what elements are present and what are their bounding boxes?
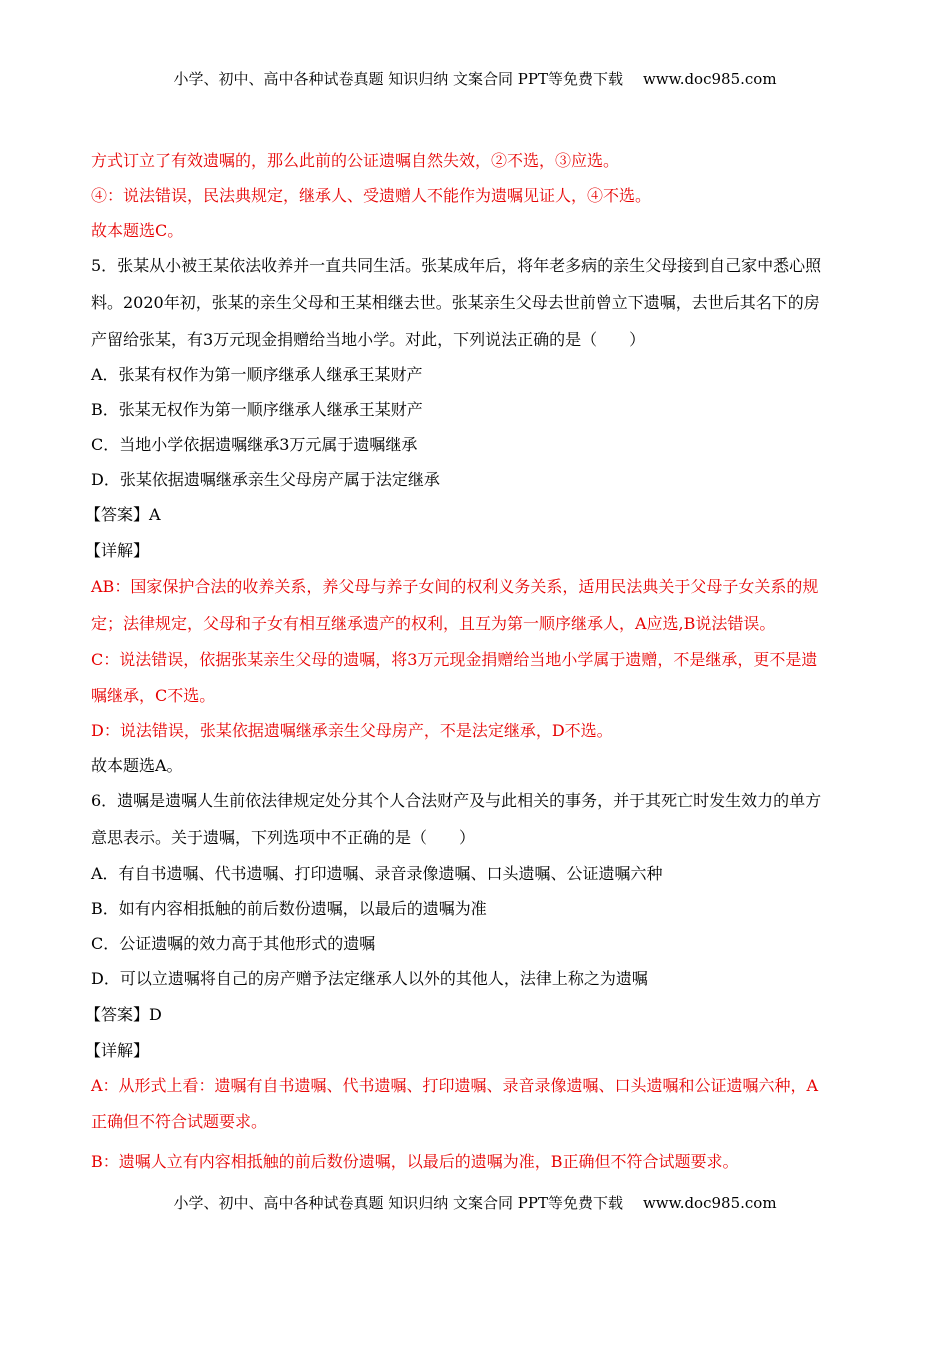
text-line: D．可以立遗嘱将自己的房产赠予法定继承人以外的其他人，法律上称之为遗嘱 bbox=[91, 969, 648, 988]
text-line: B．张某无权作为第一顺序继承人继承王某财产 bbox=[91, 400, 423, 419]
text-line: C：说法错误，依据张某亲生父母的遗嘱，将3万元现金捐赠给当地小学属于遗赠，不是继承，更不是遗 bbox=[91, 650, 818, 669]
text-line: 【详解】 bbox=[85, 1041, 150, 1060]
text-line: 5．张某从小被王某依法收养并一直共同生活。张某成年后，将年老多病的亲生父母接到自己家中悉心照 bbox=[91, 256, 822, 275]
text-line: 嘱继承，C不选。 bbox=[91, 686, 216, 705]
text-line: 【详解】 bbox=[85, 541, 150, 560]
text-line: A．有自书遗嘱、代书遗嘱、打印遗嘱、录音录像遗嘱、口头遗嘱、公证遗嘱六种 bbox=[91, 864, 663, 883]
text-line: 意思表示。关于遗嘱，下列选项中不正确的是（ ） bbox=[91, 828, 476, 847]
text-line: 正确但不符合试题要求。 bbox=[91, 1112, 268, 1131]
header-text: 小学、初中、高中各种试卷真题 知识归纳 文案合同 PPT等免费下载 bbox=[173, 70, 623, 88]
page-header bbox=[0, 68, 950, 89]
text-line: 6．遗嘱是遗嘱人生前依法律规定处分其个人合法财产及与此相关的事务，并于其死亡时发生效力的单方 bbox=[91, 791, 822, 810]
text-line: 故本题选A。 bbox=[91, 756, 183, 775]
text-line: 料。2020年初，张某的亲生父母和王某相继去世。张某亲生父母去世前曾立下遗嘱，去世后其名下的房 bbox=[91, 293, 820, 312]
footer-text: 小学、初中、高中各种试卷真题 知识归纳 文案合同 PPT等免费下载 bbox=[173, 1194, 623, 1212]
text-line: A：从形式上看：遗嘱有自书遗嘱、代书遗嘱、打印遗嘱、录音录像遗嘱、口头遗嘱和公证遗嘱六种，A bbox=[91, 1076, 819, 1095]
text-line: D．张某依据遗嘱继承亲生父母房产属于法定继承 bbox=[91, 470, 440, 489]
text-line: 方式订立了有效遗嘱的，那么此前的公证遗嘱自然失效，②不选，③应选。 bbox=[91, 151, 620, 170]
footer-url[interactable]: www.doc985.com bbox=[642, 1194, 777, 1212]
text-line: C．公证遗嘱的效力高于其他形式的遗嘱 bbox=[91, 934, 376, 953]
text-line: 【答案】D bbox=[85, 1005, 162, 1024]
text-line: B．如有内容相抵触的前后数份遗嘱，以最后的遗嘱为准 bbox=[91, 899, 487, 918]
text-line: D：说法错误，张某依据遗嘱继承亲生父母房产，不是法定继承，D不选。 bbox=[91, 721, 613, 740]
text-line: AB：国家保护合法的收养关系，养父母与养子女间的权利义务关系，适用民法典关于父母子女关系的规 bbox=[91, 577, 819, 596]
page-footer bbox=[0, 1192, 950, 1213]
header-url[interactable]: www.doc985.com bbox=[642, 70, 777, 88]
text-line: A．张某有权作为第一顺序继承人继承王某财产 bbox=[91, 365, 423, 384]
text-line: 【答案】A bbox=[85, 505, 161, 524]
text-line: 定；法律规定，父母和子女有相互继承遗产的权利，且互为第一顺序继承人，A应选,B说法错误。 bbox=[91, 614, 776, 633]
text-line: ④：说法错误，民法典规定，继承人、受遗赠人不能作为遗嘱见证人，④不选。 bbox=[91, 186, 652, 205]
text-line: C．当地小学依据遗嘱继承3万元属于遗嘱继承 bbox=[91, 435, 418, 454]
text-line: 产留给张某，有3万元现金捐赠给当地小学。对此，下列说法正确的是（ ） bbox=[91, 330, 646, 349]
text-line: 故本题选C。 bbox=[91, 221, 184, 240]
text-line: B：遗嘱人立有内容相抵触的前后数份遗嘱，以最后的遗嘱为准，B正确但不符合试题要求。 bbox=[91, 1152, 739, 1171]
